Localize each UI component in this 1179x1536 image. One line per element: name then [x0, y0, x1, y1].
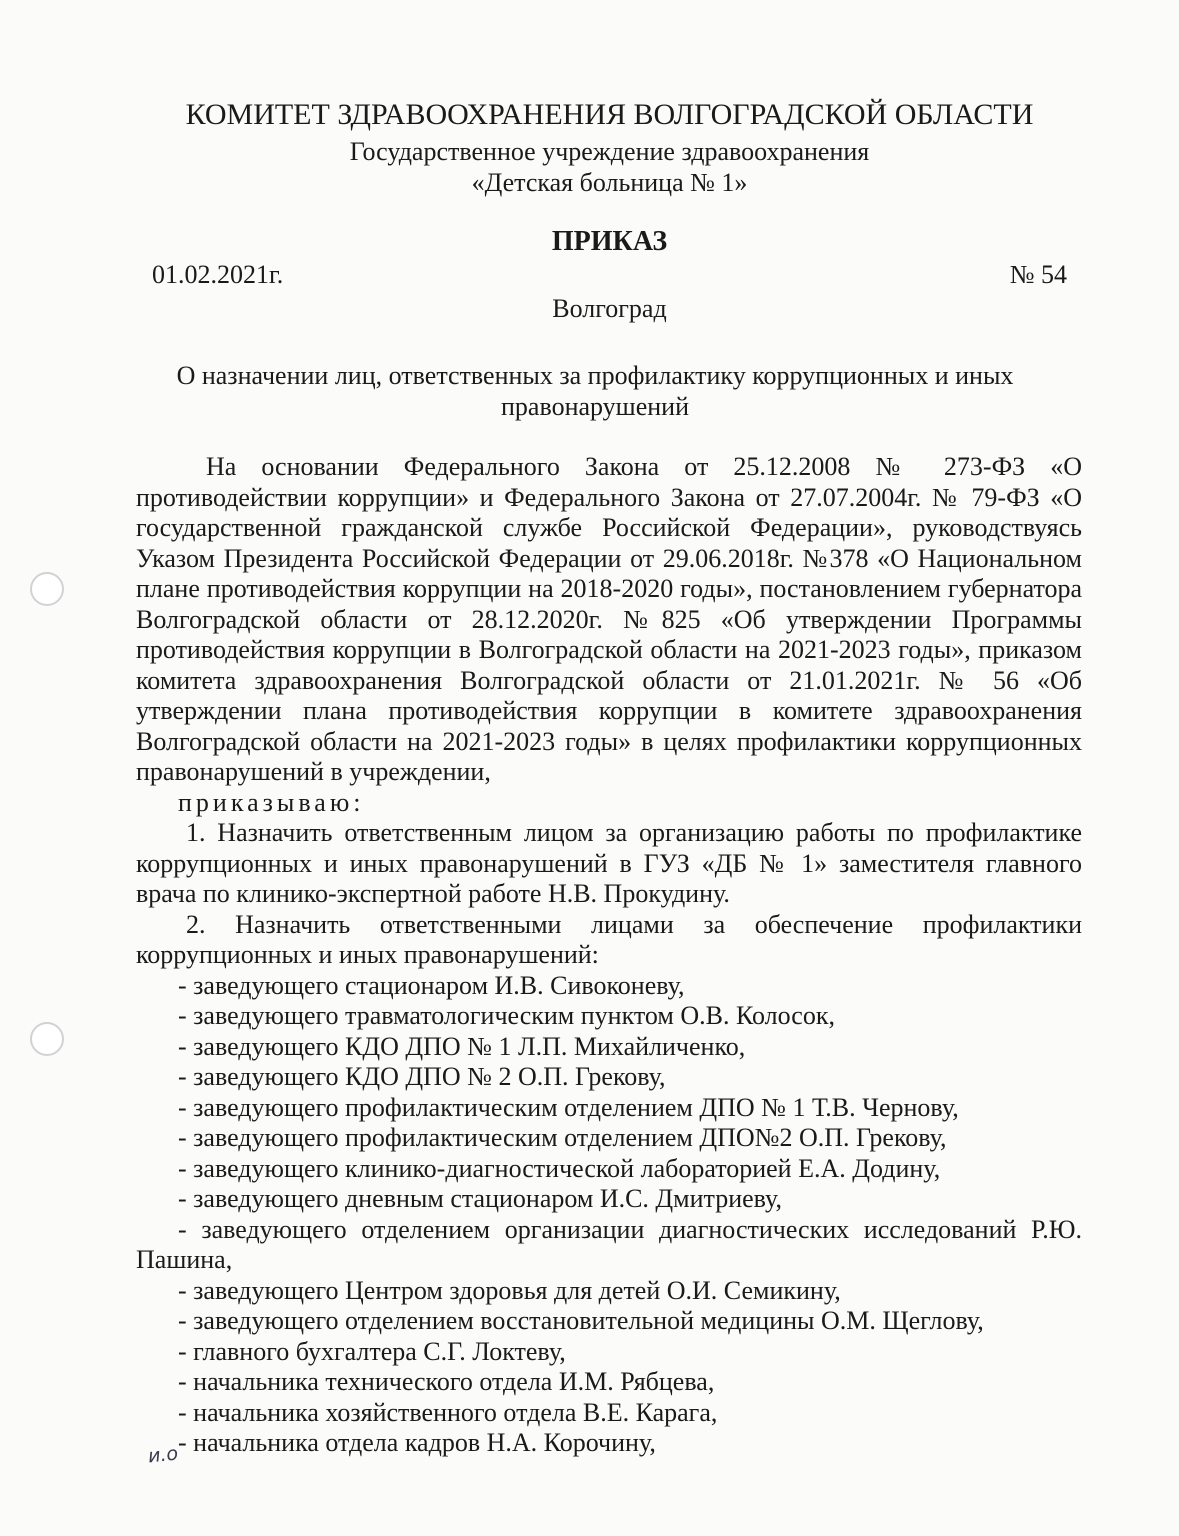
preamble: На основании Федерального Закона от 25.12.2008 № 273-ФЗ «О противодействии коррупции» и Федерального Закона от 27.07.2004г. № 79-ФЗ «О государственной гражданской службе Российской Федерации», руководствуясь Указом Президента Российской Федерации от 29.06.2018г. №378 «О Национальном плане противодействия коррупции на 2018-2020 годы», постановлением губернатора Волгоградской области от 28.12.2020г. №825 «Об утверждении Программы противодействия коррупции в Волгоградской области на 2021-2023 годы», приказом комитета здравоохранения Волгоградской области от 21.01.2021г. № 56 «Об утверждении плана противодействия коррупции в комитете здравоохранения Волгоградской области на 2021-2023 годы» в целях профилактики коррупционных правонарушений в учреждении, — [136, 452, 1082, 786]
list-item: - начальника отдела кадров Н.А. Корочину, — [178, 1428, 656, 1457]
list-item: - заведующего травматологическим пунктом О.В. Колосок, — [178, 1001, 835, 1030]
order-subject: О назначении лиц, ответственных за профилактику коррупционных и иных правонарушений — [176, 361, 1014, 421]
order-body — [136, 452, 1082, 1459]
list-item: - заведующего КДО ДПО № 2 О.П. Грекову, — [178, 1062, 666, 1091]
list-item: - заведующего стационаром И.В. Сивоконеву, — [178, 970, 685, 1000]
order-item-2: 2. Назначить ответственными лицами за обеспечение профилактики коррупционных и иных правонарушений: — [136, 909, 1082, 969]
orders-word: приказываю: — [178, 787, 365, 817]
list-item: - начальника хозяйственного отдела В.Е. Карага, — [178, 1397, 718, 1427]
order-date: 01.02.2021г. — [152, 260, 284, 289]
list-item: - заведующего отделением восстановительной медицины О.М. Щеглову, — [178, 1306, 984, 1335]
list-item: - заведующего профилактическим отделением ДПО № 1 Т.В. Чернову, — [178, 1092, 959, 1122]
list-item: - заведующего клинико-диагностической лабораторией Е.А. Додину, — [178, 1153, 941, 1183]
list-item: - заведующего профилактическим отделением ДПО№2 О.П. Грекову, — [178, 1123, 947, 1152]
list-item: - заведующего Центром здоровья для детей О.И. Семикину, — [178, 1275, 841, 1305]
list-item: - заведующего КДО ДПО № 1 Л.П. Михайличенко, — [178, 1031, 746, 1061]
hospital-name: «Детская больница № 1» — [471, 168, 748, 197]
list-item: - начальника технического отдела И.М. Рябцева, — [178, 1367, 715, 1396]
handwritten-margin-note: и.о — [146, 1442, 180, 1468]
order-number: № 54 — [1009, 260, 1067, 289]
punch-hole-top — [30, 572, 64, 606]
order-item-1: 1. Назначить ответственным лицом за организацию работы по профилактике коррупционных и иных правонарушений в ГУЗ «ДБ № 1» заместителя главного врача по клинико-экспертной работе Н.В. Прокудину. — [136, 818, 1082, 908]
organization-title: КОМИТЕТ ЗДРАВООХРАНЕНИЯ ВОЛГОГРАДСКОЙ ОБЛАСТИ — [185, 98, 1034, 131]
list-item: - заведующего дневным стационаром И.С. Дмитриеву, — [178, 1184, 782, 1213]
institution-name: Государственное учреждение здравоохранения — [349, 137, 870, 166]
city: Волгоград — [552, 294, 667, 323]
document-type: ПРИКАЗ — [551, 226, 668, 257]
punch-hole-bottom — [30, 1022, 64, 1056]
list-item: - заведующего отделением организации диагностических исследований Р.Ю. Пашина, — [136, 1214, 1082, 1274]
list-item: - главного бухгалтера С.Г. Локтеву, — [178, 1336, 566, 1366]
